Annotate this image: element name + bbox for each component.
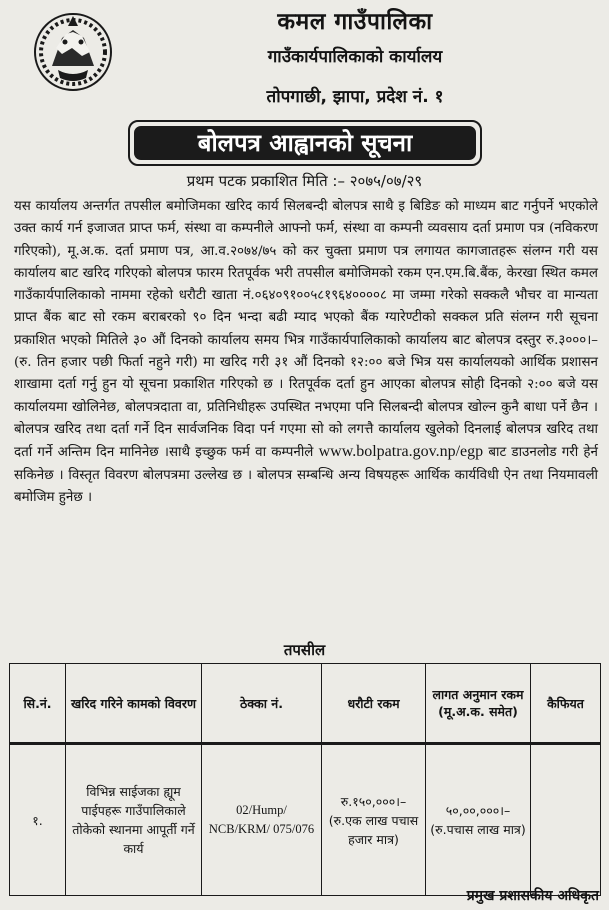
- body-main: यस कार्यालय अन्तर्गत तपसील बमोजिमका खरिद कार्य सिलबन्दी बोलपत्र साथै इ बिडिङ को माध्यम बाट गर्नुपर्ने भएकोले उक्त कार्य गर्न इजाजत प्राप्त फर्म, संस्था वा कम्पनीले आफ्नो फर्म, संस्था वा कम्पनी व्यवसाय दर्ता प्रमाण पत्र (नविकरण गरिएको), मू.अ.क. दर्ता प्रमाण पत्र, आ.व.२०७४/७५ को कर चुक्ता प्रमाण पत्र लगायत कागजातहरू संलग्न गरी यस कार्यालय बाट खरिद गरिएको बोलपत्र फारम रितपूर्वक भरी तपसील बमोजिमको रकम एन.एम.बि.बैंक, केरखा स्थित कमल गाउँकार्यपालिकाको नाममा रहेको धरौटी खाता नं.०६४०९१००५८१९६४००००८ मा जम्मा गरेको सक्कलै भौचर वा मान्यता प्राप्त बैंक बाट सो रकम बराबरको ९० दिन भन्दा बढी म्याद भएको बैंक ग्यारेण्टीको सक्कल प्रति संलग्न गरी सूचना प्रकाशित भएको मितिले ३० औं दिनको कार्यालय समय भित्र गाउँकार्यपालिकाको कार्यालय बाट बोलपत्र दस्तुर रु.३०००।– (रु. तिन हजार पछी फिर्ता नहुने गरी) मा खरिद गरी ३१ औं दिनको १२:०० बजे भित्र यस कार्यालयको आर्थिक प्रशासन शाखामा दर्ता गर्नु हुन यो सूचना प्रकाशित गरिएको छ । रितपूर्वक दर्ता हुन आएका बोलपत्र सोही दिनको २:०० बजे यस कार्यालयमा खोलिनेछ, बोलपत्रदाता वा, प्रतिनिधीहरू उपस्थित नभएमा पनि सिलबन्दी बोलपत्र खोल्न कुनै बाधा पर्ने छैन । बोलपत्र खरिद तथा दर्ता गर्ने दिन सार्वजनिक विदा पर्न गएमा सो को लगत्तै कार्यालय खुलेको दिनलाई बोलपत्र खरिद तथा दर्ता गर्ने अन्तिम दिन मानिनेछ ।साथै इच्छुक फर्म वा कम्पनीले: [14, 199, 598, 461]
- notice-title: बोलपत्र आह्वानको सूचना: [134, 126, 476, 160]
- body-tail: बाट डाउनलोड गरी हेर्न सकिनेछ । विस्तृत विवरण बोलपत्रमा उल्लेख छ । बोलपत्र सम्बन्धि अन्य विषयहरू आर्थिक कार्यविधी ऐन तथा नियमावली बमोजिम हुनेछ ।: [14, 445, 598, 505]
- nepal-emblem-icon: [32, 8, 114, 92]
- details-title: तपसील: [283, 641, 326, 659]
- office-name: गाउँकार्यपालिकाको कार्यालय: [267, 47, 443, 67]
- org-name: कमल गाउँपालिका: [277, 9, 433, 35]
- header-remarks: कैफियत: [531, 664, 601, 744]
- table-header-row: [10, 664, 601, 744]
- signatory-title: प्रमुख प्रशासकीय अधिकृत: [466, 888, 599, 904]
- details-table: [9, 663, 601, 896]
- egp-link[interactable]: www.bolpatra.gov.np/egp: [318, 443, 484, 461]
- cell-sn: १.: [10, 744, 66, 896]
- publish-date: प्रथम पटक प्रकाशित मिति :– २०७५/०७/२९: [186, 172, 423, 190]
- cell-contract-no: 02/Hump/ NCB/KRM/ 075/076: [202, 744, 322, 896]
- notice-title-banner: [128, 120, 482, 166]
- cell-deposit: रु.१५०,०००।– (रु.एक लाख पचास हजार मात्र): [322, 744, 426, 896]
- table-row: [10, 744, 601, 896]
- header-description: खरिद गरिने कामको विवरण: [66, 664, 202, 744]
- cell-description: विभिन्न साईजका ह्यूम पाईपहरू गाउँपालिकाले तोकेको स्थानमा आपूर्ती गर्ने कार्य: [66, 744, 202, 896]
- header-sn: सि.नं.: [10, 664, 66, 744]
- office-address: तोपगाछी, झापा, प्रदेश नं. १: [266, 87, 444, 107]
- notice-body: [14, 196, 598, 509]
- header-cost-estimate: लागत अनुमान रकम (मू.अ.क. समेत): [426, 664, 531, 744]
- cell-cost-estimate: ५०,००,०००।– (रु.पचास लाख मात्र): [426, 744, 531, 896]
- cell-remarks: [531, 744, 601, 896]
- header-deposit: धरौटी रकम: [322, 664, 426, 744]
- header-contract-no: ठेक्का नं.: [202, 664, 322, 744]
